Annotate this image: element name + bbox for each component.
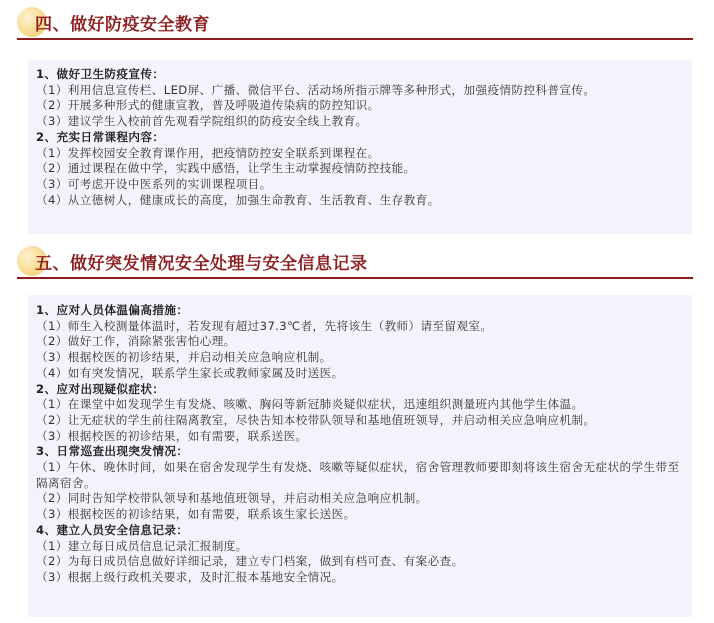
section-4-header — [17, 4, 693, 40]
section-4-line: 1、做好卫生防疫宣传： — [36, 67, 165, 81]
section-5-line: （2）让无症状的学生前往隔离教室，尽快告知本校带队领导和基地值班领导，并启动相关应急响应机制。 — [36, 412, 596, 427]
section-5-line: （3）根据校医的初诊结果，如有需要，联系该生家长送医。 — [36, 507, 356, 522]
section-4-line: （1）发挥校园安全教育课作用，把疫情防控安全联系到课程在。 — [36, 145, 380, 160]
section-5-line: （1）在课堂中如发现学生有发烧、咳嗽、胸闷等新冠肺炎疑似症状，迅速组织测量班内其他学生体温。 — [36, 397, 584, 412]
section-5-line: 1、应对人员体温偏高措施： — [36, 303, 189, 317]
section-5-line: （1）午休、晚休时间，如果在宿舍发现学生有发烧、咳嗽等疑似症状，宿舍管理教师要即刻将该生宿舍无症状的学生带至隔离宿舍。 — [36, 460, 680, 490]
section-5-title: 五、做好突发情况安全处理与安全信息记录 — [35, 254, 368, 274]
section-4-line: （2）开展多种形式的健康宣教，普及呼吸道传染病的防控知识。 — [36, 98, 380, 113]
section-4-line: （3）建议学生入校前首先观看学院组织的防疫安全线上教育。 — [36, 114, 368, 129]
section-5-line: 3、日常巡查出现突发情况： — [36, 444, 189, 459]
section-4-line: （2）通过课程在做中学，实践中感悟，让学生主动掌握疫情防控技能。 — [36, 161, 416, 176]
section-5-content — [36, 303, 686, 586]
section-5-header — [17, 243, 693, 279]
section-5-line: （2）同时告知学校带队领导和基地值班领导，并启动相关应急响应机制。 — [36, 491, 428, 506]
section-5-line: （4）如有突发情况，联系学生家长或教师家属及时送医。 — [36, 365, 344, 380]
section-5-box — [28, 295, 692, 617]
section-5-line: （3）根据校医的初诊结果，如有需要，联系送医。 — [36, 428, 308, 443]
section-4-line: 2、充实日常课程内容： — [36, 129, 165, 144]
section-5-line: （1）师生入校测量体温时，若发现有超过37.3℃者，先将该生（教师）请至留观室。 — [36, 318, 493, 333]
section-4-title: 四、做好防疫安全教育 — [35, 15, 210, 35]
section-5-line: 4、建立人员安全信息记录： — [36, 522, 189, 537]
section-5-line: （2）为每日成员信息做好详细记录，建立专门档案，做到有档可查、有案必查。 — [36, 554, 464, 569]
section-4-line: （4）从立德树人，健康成长的高度，加强生命教育、生活教育、生存教育。 — [36, 192, 440, 207]
section-5-line: 2、应对出现疑似症状： — [36, 381, 165, 396]
section-5-line: （1）建立每日成员信息记录汇报制度。 — [36, 538, 248, 553]
section-4-line: （1）利用信息宣传栏、LED屏、广播、微信平台、活动场所指示牌等多种形式，加强疫情防控科普宣传。 — [36, 82, 596, 97]
section-4-box — [28, 60, 692, 234]
section-4-content — [36, 67, 686, 208]
section-4-line: （3）可考虑开设中医系列的实训课程项目。 — [36, 176, 272, 191]
section-5-line: （3）根据校医的初诊结果，并启动相关应急响应机制。 — [36, 350, 332, 365]
section-5-line: （3）根据上级行政机关要求，及时汇报本基地安全情况。 — [36, 569, 344, 584]
section-5-line: （2）做好工作，消除紧张害怕心理。 — [36, 334, 236, 349]
